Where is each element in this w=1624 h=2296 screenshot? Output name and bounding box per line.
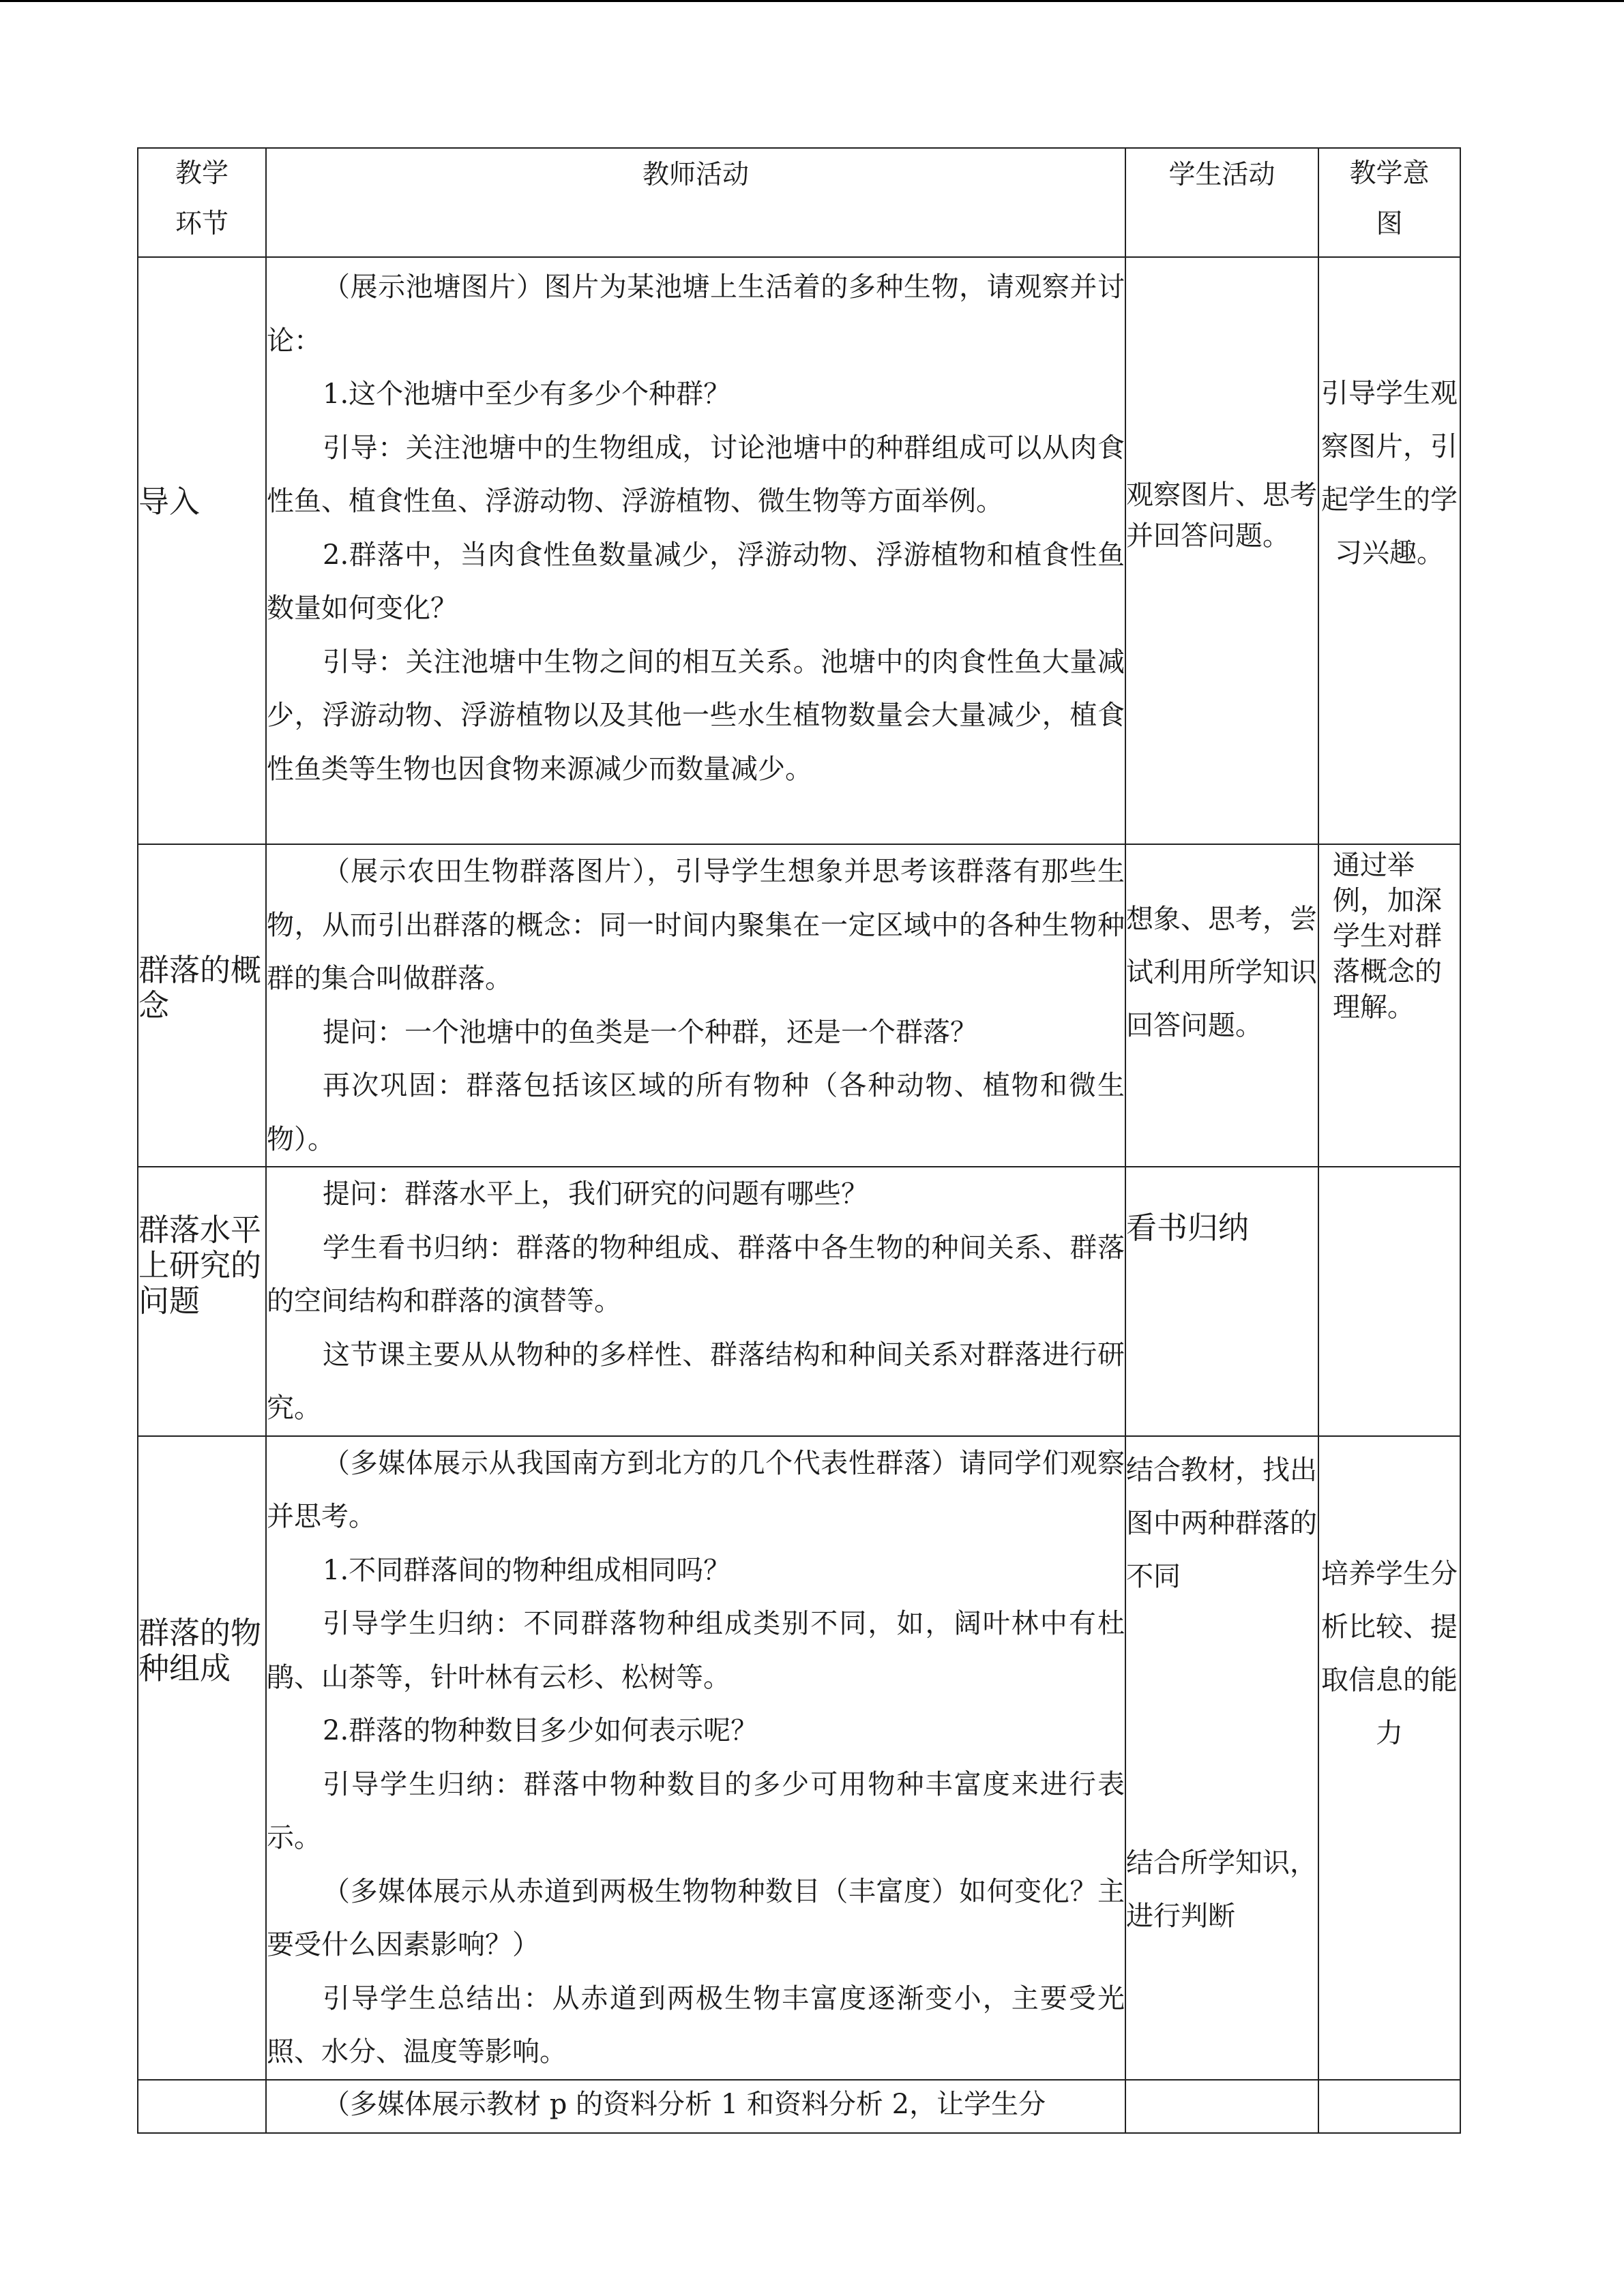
header-teacher: 教师活动 <box>266 148 1125 257</box>
teacher-paragraph: 1.这个池塘中至少有多少个种群？ <box>323 378 731 410</box>
teacher-paragraph: （多媒体展示从赤道到两极生物物种数目（丰富度）如何变化？主要受什么因素影响？） <box>267 1875 1125 1960</box>
student-text: 观察图片、思考并回答问题。 <box>1126 479 1317 552</box>
table-row <box>138 1167 1460 1436</box>
table-row <box>138 1436 1460 2080</box>
student-activity <box>1125 1436 1318 2080</box>
lesson-plan-table <box>137 147 1461 2134</box>
student-activity <box>1125 257 1318 844</box>
table-row <box>138 2080 1460 2133</box>
table-header-row <box>138 148 1460 257</box>
teacher-activity <box>266 2080 1125 2133</box>
teacher-paragraph: （多媒体展示教材 p 的资料分析 1 和资料分析 2，让学生分 <box>323 2088 1046 2120</box>
teacher-paragraph: 学生看书归纳：群落的物种组成、群落中各生物的种间关系、群落的空间结构和群落的演替等。 <box>267 1232 1125 1317</box>
student-activity <box>1125 1167 1318 1436</box>
teacher-paragraph: 引导学生归纳：群落中物种数目的多少可用物种丰富度来进行表示。 <box>267 1768 1125 1853</box>
teacher-paragraph: 2.群落的物种数目多少如何表示呢？ <box>323 1715 758 1746</box>
header-intent: 教学意图 <box>1318 148 1460 257</box>
teacher-paragraph: （多媒体展示从我国南方到北方的几个代表性群落）请同学们观察并思考。 <box>267 1447 1125 1532</box>
teacher-paragraph: 2.群落中，当肉食性鱼数量减少，浮游动物、浮游植物和植食性鱼数量如何变化？ <box>267 539 1125 624</box>
student-text: 结合所学知识，进行判断 <box>1126 1847 1317 1932</box>
student-activity <box>1125 2080 1318 2133</box>
section-label: 群落的概念 <box>138 844 266 1167</box>
teaching-intent <box>1318 1167 1460 1436</box>
section-label <box>138 2080 266 2133</box>
teacher-activity <box>266 1167 1125 1436</box>
teacher-activity <box>266 844 1125 1167</box>
teacher-paragraph: 引导学生归纳：不同群落物种组成类别不同，如，阔叶林中有杜鹃、山茶等，针叶林有云杉、松树等。 <box>267 1608 1125 1693</box>
teacher-paragraph: 再次巩固：群落包括该区域的所有物种（各种动物、植物和微生物）。 <box>267 1070 1125 1155</box>
teacher-paragraph: 提问：群落水平上，我们研究的问题有哪些？ <box>323 1178 868 1210</box>
teacher-activity <box>266 1436 1125 2080</box>
student-activity <box>1125 844 1318 1167</box>
teaching-intent <box>1318 257 1460 844</box>
teacher-paragraph: 提问：一个池塘中的鱼类是一个种群，还是一个群落？ <box>323 1016 977 1048</box>
student-text: 结合教材，找出图中两种群落的不同 <box>1126 1454 1317 1592</box>
section-label: 群落水平上研究的问题 <box>138 1167 266 1436</box>
teacher-paragraph: 引导：关注池塘中生物之间的相互关系。池塘中的肉食性鱼大量减少，浮游动物、浮游植物以及其他一些水生植物数量会大量减少，植食性鱼类等生物也因食物来源减少而数量减少。 <box>267 646 1125 785</box>
teaching-intent <box>1318 1436 1460 2080</box>
teacher-paragraph: （展示池塘图片）图片为某池塘上生活着的多种生物，请观察并讨论： <box>267 271 1125 357</box>
intent-text: 引导学生观察图片，引起学生的学习兴趣。 <box>1321 378 1458 569</box>
student-text: 想象、思考，尝试利用所学知识回答问题。 <box>1126 904 1317 1041</box>
section-label: 导入 <box>138 257 266 844</box>
section-label: 群落的物种组成 <box>138 1436 266 2080</box>
teacher-paragraph: 1.不同群落间的物种组成相同吗？ <box>323 1554 731 1586</box>
teaching-intent <box>1318 2080 1460 2133</box>
table-row <box>138 257 1460 844</box>
teacher-paragraph: 引导：关注池塘中的生物组成，讨论池塘中的种群组成可以从肉食性鱼、植食性鱼、浮游动物、浮游植物、微生物等方面举例。 <box>267 432 1125 517</box>
teacher-activity <box>266 257 1125 844</box>
header-section: 教学环节 <box>138 148 266 257</box>
page-top-rule <box>0 0 1624 2</box>
intent-text: 通过举例，加深学生对群落概念的理解。 <box>1333 850 1442 1023</box>
teacher-paragraph: 引导学生总结出：从赤道到两极生物丰富度逐渐变小，主要受光照、水分、温度等影响。 <box>267 1982 1125 2068</box>
table-row <box>138 844 1460 1167</box>
header-student: 学生活动 <box>1125 148 1318 257</box>
teaching-intent <box>1318 844 1460 1167</box>
intent-text: 培养学生分析比较、提取信息的能力 <box>1321 1557 1458 1749</box>
teacher-paragraph: 这节课主要从从物种的多样性、群落结构和种间关系对群落进行研究。 <box>267 1339 1125 1424</box>
student-text: 看书归纳 <box>1126 1210 1250 1246</box>
teacher-paragraph: （展示农田生物群落图片），引导学生想象并思考该群落有那些生物，从而引出群落的概念：同一时间内聚集在一定区域中的各种生物种群的集合叫做群落。 <box>267 856 1125 994</box>
